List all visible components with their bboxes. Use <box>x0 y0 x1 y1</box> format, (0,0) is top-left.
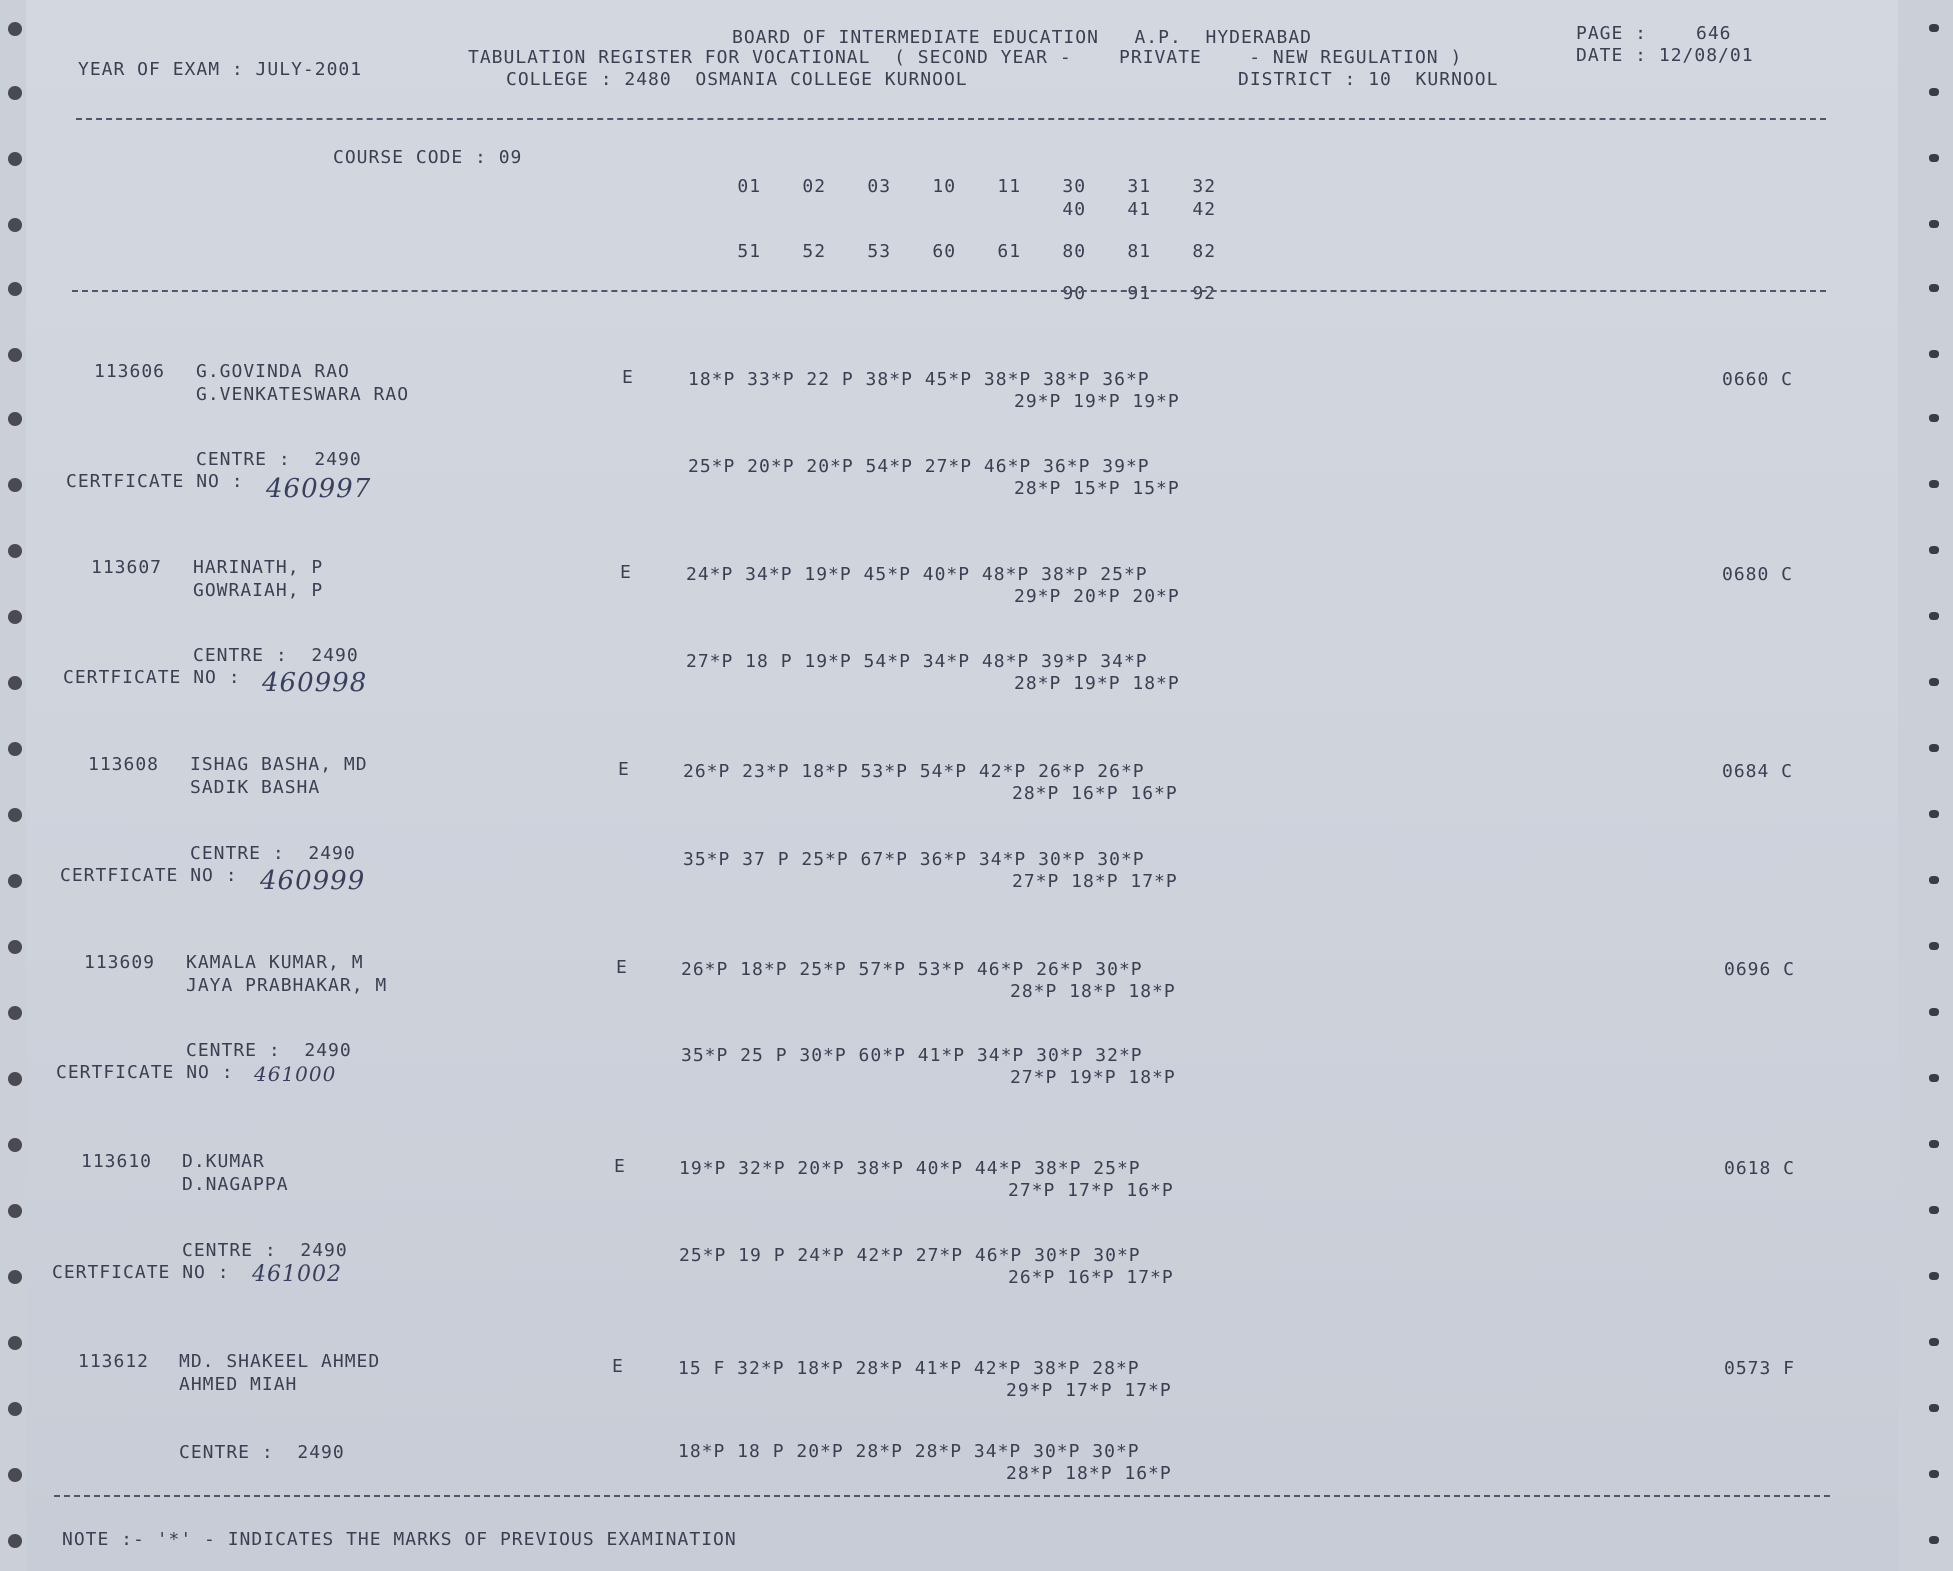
year-of-exam: YEAR OF EXAM : JULY-2001 <box>78 59 363 80</box>
footer-divider <box>54 1495 1830 1497</box>
marks-second-attempt-cont: 26*P 16*P 17*P <box>1008 1267 1174 1288</box>
centre: CENTRE : 2490 <box>190 843 356 864</box>
register-title: TABULATION REGISTER FOR VOCATIONAL ( SECOND YEAR - PRIVATE - NEW REGULATION ) <box>468 47 1463 68</box>
total-result: 0680 C <box>1722 564 1794 585</box>
centre: CENTRE : 2490 <box>182 1240 348 1261</box>
medium: E <box>622 367 634 388</box>
student-name: KAMALA KUMAR, M <box>186 952 364 973</box>
marks-second-attempt: 35*P 37 P 25*P 67*P 36*P 34*P 30*P 30*P <box>683 849 1145 870</box>
centre: CENTRE : 2490 <box>196 449 362 470</box>
father-name: D.NAGAPPA <box>182 1174 289 1195</box>
medium: E <box>612 1356 624 1377</box>
father-name: JAYA PRABHAKAR, M <box>186 975 388 996</box>
certificate-number-handwritten: 461002 <box>252 1262 342 1287</box>
register-number: 113606 <box>94 361 166 382</box>
register-number: 113610 <box>81 1151 153 1172</box>
page-label: PAGE : <box>1576 23 1648 44</box>
marks-second-attempt: 25*P 20*P 20*P 54*P 27*P 46*P 36*P 39*P <box>688 456 1150 477</box>
marks-first-attempt: 15 F 32*P 18*P 28*P 41*P 42*P 38*P 28*P <box>678 1358 1140 1379</box>
father-name: G.VENKATESWARA RAO <box>196 384 410 405</box>
marks-first-attempt-cont: 29*P 20*P 20*P <box>1014 586 1180 607</box>
centre: CENTRE : 2490 <box>186 1040 352 1061</box>
student-name: ISHAG BASHA, MD <box>190 754 368 775</box>
medium: E <box>614 1156 626 1177</box>
marks-second-attempt: 27*P 18 P 19*P 54*P 34*P 48*P 39*P 34*P <box>686 651 1148 672</box>
certificate-label: CERTFICATE NO : <box>66 471 244 492</box>
marks-first-attempt: 18*P 33*P 22 P 38*P 45*P 38*P 38*P 36*P <box>688 369 1150 390</box>
marks-second-attempt-cont: 27*P 18*P 17*P <box>1012 871 1178 892</box>
medium: E <box>616 957 628 978</box>
certificate-label: CERTFICATE NO : <box>56 1062 234 1083</box>
medium: E <box>618 759 630 780</box>
subject-codes-row1b: 40 41 42 <box>1062 199 1217 220</box>
marks-first-attempt: 19*P 32*P 20*P 38*P 40*P 44*P 38*P 25*P <box>679 1158 1141 1179</box>
total-result: 0660 C <box>1722 369 1794 390</box>
certificate-label: CERTFICATE NO : <box>63 667 241 688</box>
register-number: 113609 <box>84 952 156 973</box>
register-number: 113608 <box>88 754 160 775</box>
marks-second-attempt-cont: 28*P 18*P 16*P <box>1006 1463 1172 1484</box>
student-name: HARINATH, P <box>193 557 324 578</box>
student-name: D.KUMAR <box>182 1151 265 1172</box>
marks-second-attempt: 25*P 19 P 24*P 42*P 27*P 46*P 30*P 30*P <box>679 1245 1141 1266</box>
print-date: DATE : 12/08/01 <box>1576 45 1754 66</box>
total-result: 0573 F <box>1724 1358 1796 1379</box>
father-name: AHMED MIAH <box>179 1374 298 1395</box>
board-title: BOARD OF INTERMEDIATE EDUCATION A.P. HYDERABAD <box>732 27 1313 48</box>
codes-divider <box>72 290 1826 292</box>
marks-second-attempt: 18*P 18 P 20*P 28*P 28*P 34*P 30*P 30*P <box>678 1441 1140 1462</box>
total-result: 0696 C <box>1724 959 1796 980</box>
marks-second-attempt-cont: 27*P 19*P 18*P <box>1010 1067 1176 1088</box>
marks-second-attempt-cont: 28*P 15*P 15*P <box>1014 478 1180 499</box>
student-name: G.GOVINDA RAO <box>196 361 350 382</box>
marks-second-attempt-cont: 28*P 19*P 18*P <box>1014 673 1180 694</box>
marks-first-attempt-cont: 27*P 17*P 16*P <box>1008 1180 1174 1201</box>
marks-first-attempt: 26*P 23*P 18*P 53*P 54*P 42*P 26*P 26*P <box>683 761 1145 782</box>
marks-second-attempt: 35*P 25 P 30*P 60*P 41*P 34*P 30*P 32*P <box>681 1045 1143 1066</box>
right-tractor-holes <box>1923 0 1953 1571</box>
certificate-label: CERTFICATE NO : <box>52 1262 230 1283</box>
marks-first-attempt-cont: 28*P 16*P 16*P <box>1012 783 1178 804</box>
father-name: GOWRAIAH, P <box>193 580 324 601</box>
marks-first-attempt-cont: 28*P 18*P 18*P <box>1010 981 1176 1002</box>
register-sheet <box>26 0 1898 1571</box>
father-name: SADIK BASHA <box>190 777 321 798</box>
course-code: COURSE CODE : 09 <box>333 147 523 168</box>
total-result: 0618 C <box>1724 1158 1796 1179</box>
certificate-label: CERTFICATE NO : <box>60 865 238 886</box>
certificate-number-handwritten: 460998 <box>262 668 368 698</box>
subject-codes-row1: 01 02 03 10 11 30 31 32 <box>737 176 1217 197</box>
page-number: 646 <box>1696 23 1732 44</box>
marks-first-attempt-cont: 29*P 19*P 19*P <box>1014 391 1180 412</box>
subject-codes-row2: 51 52 53 60 61 80 81 82 <box>737 241 1217 262</box>
marks-first-attempt-cont: 29*P 17*P 17*P <box>1006 1380 1172 1401</box>
certificate-number-handwritten: 460997 <box>266 474 372 504</box>
medium: E <box>620 562 632 583</box>
college-line: COLLEGE : 2480 OSMANIA COLLEGE KURNOOL <box>506 69 968 90</box>
district-line: DISTRICT : 10 KURNOOL <box>1238 69 1499 90</box>
certificate-number-handwritten: 461000 <box>254 1062 337 1086</box>
footnote: NOTE :- '*' - INDICATES THE MARKS OF PREVIOUS EXAMINATION <box>62 1529 737 1550</box>
centre: CENTRE : 2490 <box>193 645 359 666</box>
register-number: 113607 <box>91 557 163 578</box>
subject-codes-row3: 90 91 92 <box>1062 283 1217 304</box>
centre: CENTRE : 2490 <box>179 1442 345 1463</box>
register-number: 113612 <box>78 1351 150 1372</box>
marks-first-attempt: 26*P 18*P 25*P 57*P 53*P 46*P 26*P 30*P <box>681 959 1143 980</box>
student-name: MD. SHAKEEL AHMED <box>179 1351 381 1372</box>
marks-first-attempt: 24*P 34*P 19*P 45*P 40*P 48*P 38*P 25*P <box>686 564 1148 585</box>
header-divider <box>76 118 1826 120</box>
total-result: 0684 C <box>1722 761 1794 782</box>
certificate-number-handwritten: 460999 <box>260 866 366 896</box>
